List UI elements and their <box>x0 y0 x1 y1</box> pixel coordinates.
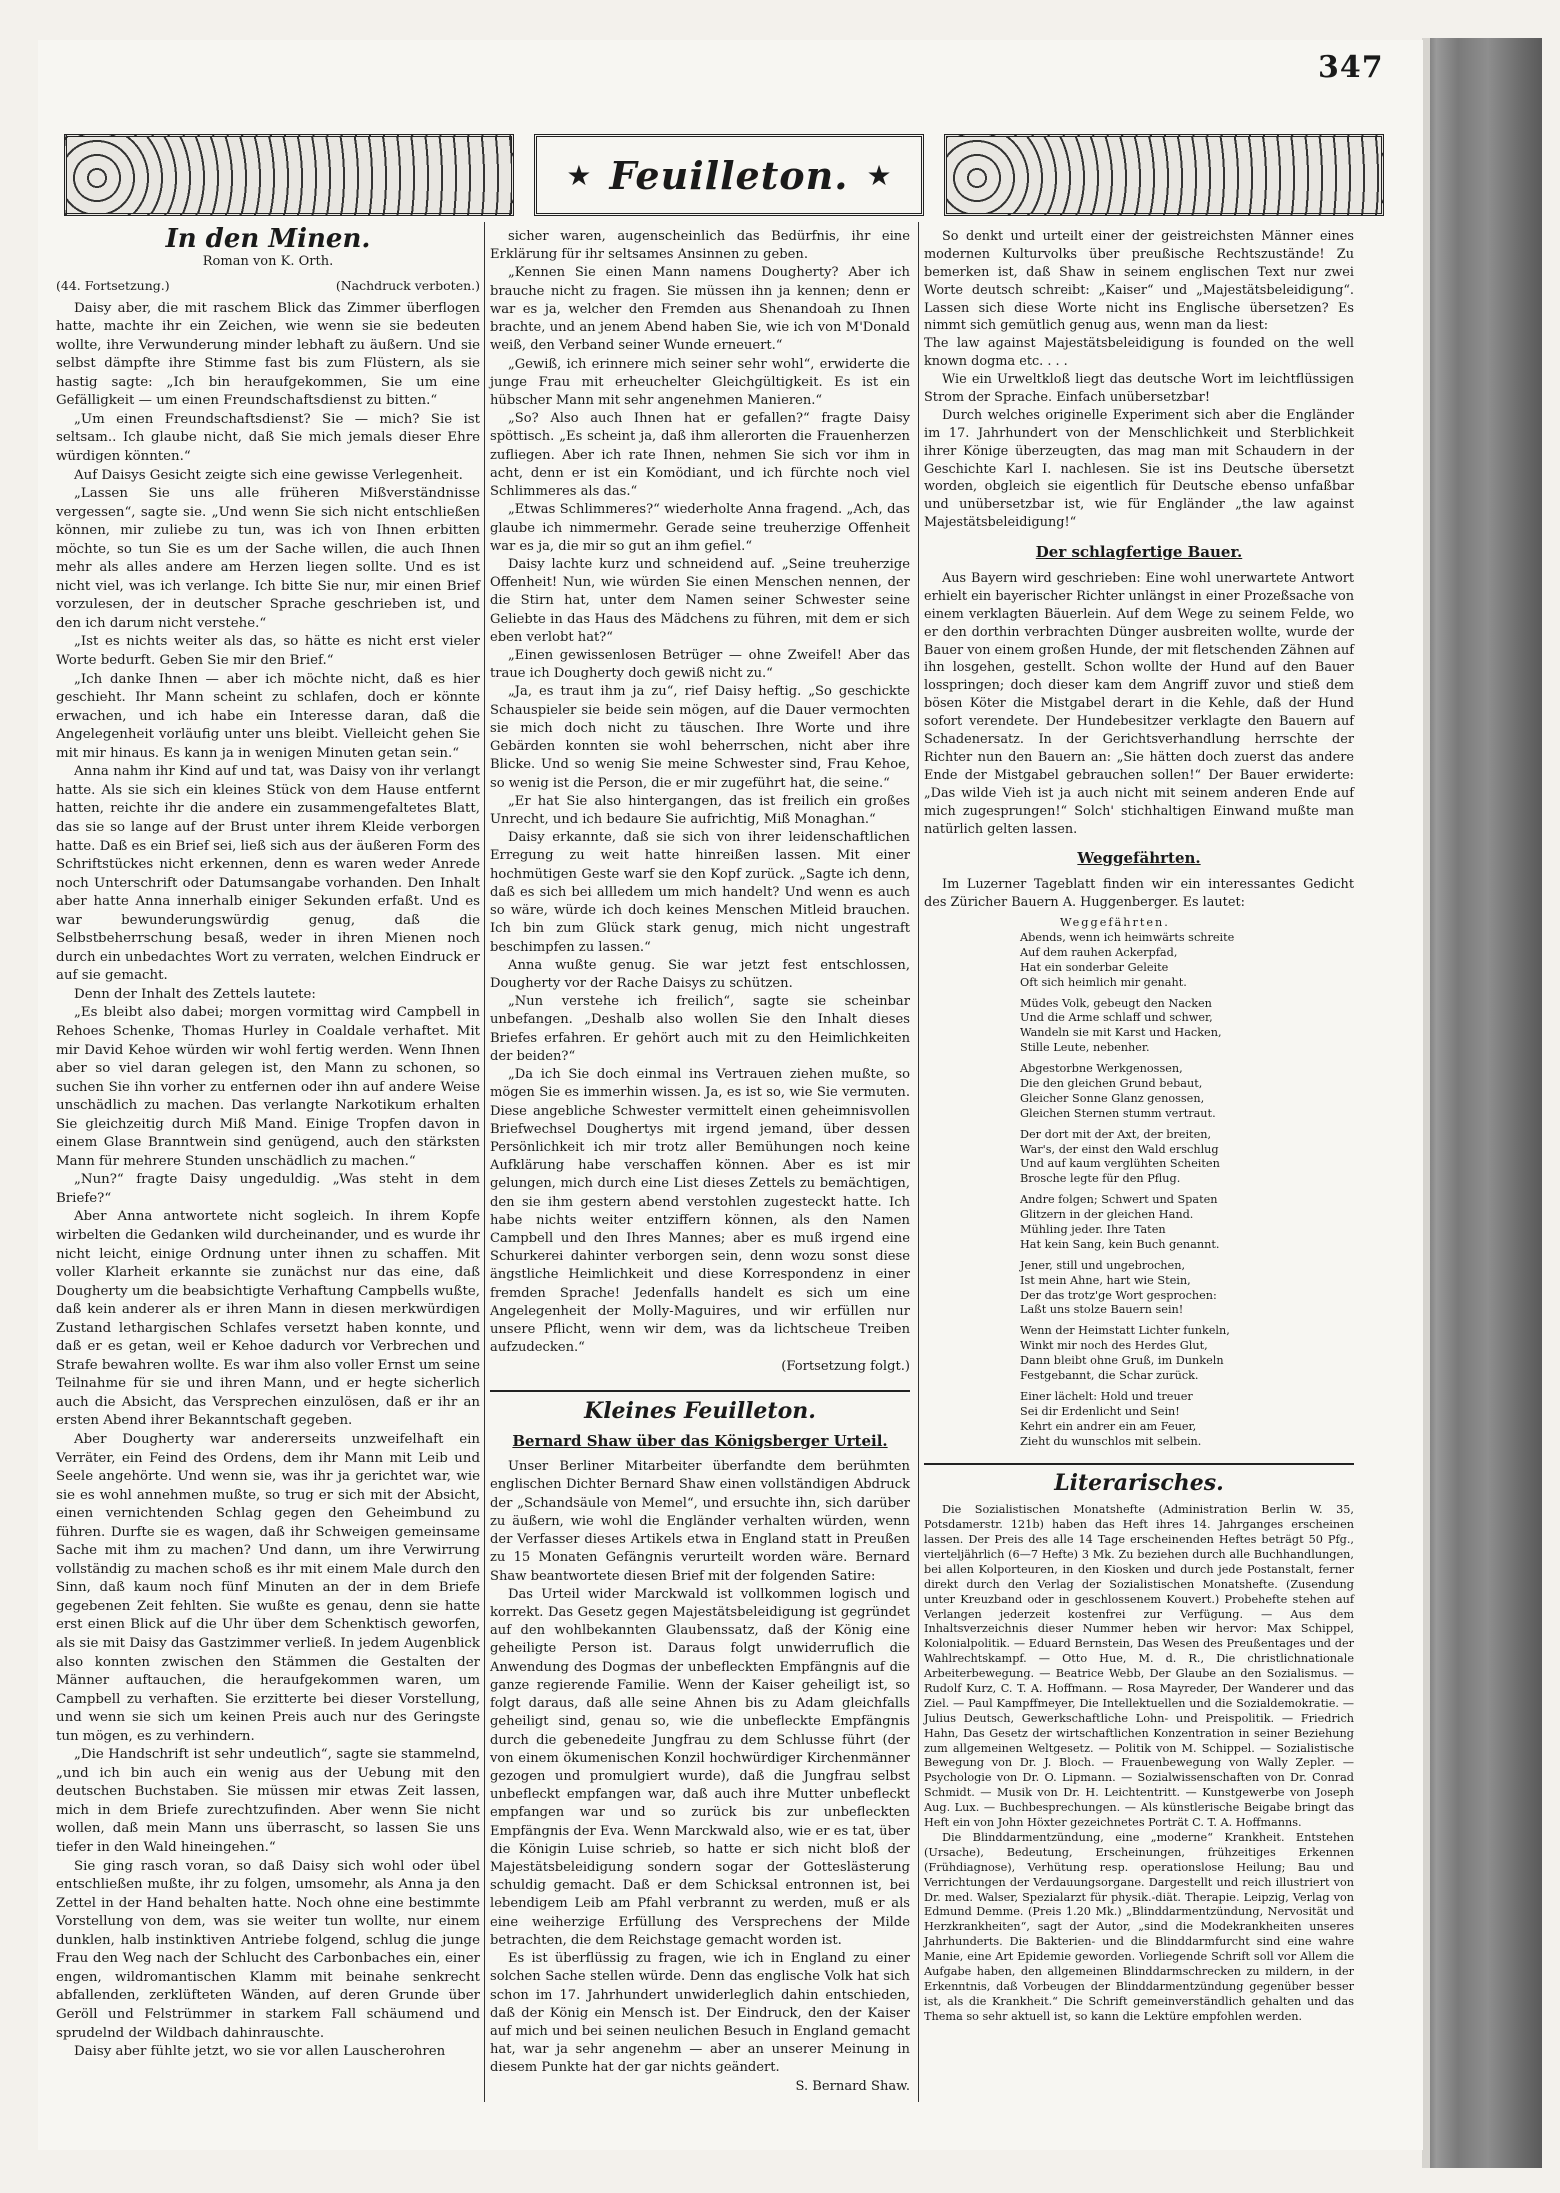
paragraph: Aber Anna antwortete nicht sogleich. In ihrem Kopfe wirbelten die Gedanken wild durcheinander, und es wurde ihr nicht leicht, einige Ordnung unter ihnen zu schaffen. Mit voller Klarheit erkannte sie zunächst nur das eine, daß Dougherty um die beabsichtigte Verhaftung Campbells wußte, daß kein anderer als er ihren Mann in diesen merkwürdigen Zustand lethargischen Schlafes versetzt haben konnte, und daß er es getan, weil er Kehoe dadurch vor Verbrechen und Strafe bewahren wollte. Es war ihm also voller Ernst um seine Teilnahme für sie und ihren Mann, und er hegte sicherlich auch die Absicht, das Versprechen einzulösen, daß er ihr an ersten Abend ihrer Bekanntschaft gegeben. <box>56 1209 480 1429</box>
poem-line: Laßt uns stolze Bauern sein! <box>1020 1303 1184 1317</box>
paragraph: „Die Handschrift ist sehr undeutlich“, sagte sie stammelnd, „und ich bin auch ein wenig aus der Uebung mit den deutschen Buchstaben. Sie müssen mir etwas Zeit lassen, mich in dem Briefe zurechtzufinden. Aber wenn Sie nicht wollen, daß mein Mann uns überrascht, so lassen Sie uns tiefer in den Wald hineingehen.“ <box>56 1747 480 1856</box>
paragraph: „Ich danke Ihnen — aber ich möchte nicht, daß es hier geschieht. Ihr Mann scheint zu schlafen, doch er könnte erwachen, und ich habe ein Interesse daran, daß die Angelegenheit vorläufig unter uns bleibt. Vielleicht gehen Sie mit mir hinaus. Es kann ja in wenigen Minuten getan sein.“ <box>56 671 480 761</box>
poem-line: Der das trotz'ge Wort gesprochen: <box>1020 1288 1217 1302</box>
poem-line: Gleicher Sonne Glanz genossen, <box>1020 1091 1205 1105</box>
paragraph: Die Blinddarmentzündung, eine „moderne“ Krankheit. Entstehen (Ursache), Bedeutung, Erscheinungen, frühzeitiges Erkennen (Frühdiagnose), Verhütung resp. operationslose Heilung; Bau und Verrichtungen der Verdauungsorgane. Dargestellt und reich illustriert von Dr. med. Walser, Spezialarzt für physik.-diät. Therapie. Leipzig, Verlag von Edmund Demme. (Preis 1.20 Mk.) „Blinddarmentzündung, Nervosität und Herzkrankheiten“, sagt der Autor, „sind die Modekrankheiten unseres Jahrhunderts. Die Bakterien- und die Blinddarmfurcht sind eine wahre Manie, eine Art Epidemie geworden. Vorliegende Schrift soll vor Allem die Aufgabe haben, den allgemeinen Blinddarmschrecken zu mildern, in der Erkenntnis, daß Vorbeugen der Blinddarmentzündung gegenüber besser ist, als die Krankheit.“ Die Schrift gemeinverständlich gehalten und das Thema so sehr aktuell ist, so kann die Lektüre empfohlen werden. <box>924 1830 1354 2023</box>
weggefaehrten-heading: Weggefährten. <box>1077 849 1201 868</box>
literarisches-text <box>924 1503 1354 2024</box>
paragraph: „Ist es nichts weiter als das, so hätte es nicht erst vieler Worte bedurft. Geben Sie mir den Brief.“ <box>56 634 480 669</box>
poem-stanza <box>1020 1259 1354 1319</box>
poem-line: Kehrt ein andrer ein am Feuer, <box>1020 1419 1197 1433</box>
literarisches-heading: Literarisches. <box>924 1463 1354 1493</box>
weggefaehrten-intro: Im Luzerner Tageblatt finden wir ein interessantes Gedicht des Züricher Bauern A. Huggenberger. Es lautet: <box>924 877 1354 911</box>
paragraph: Daisy aber, die mit raschem Blick das Zimmer überflogen hatte, machte ihr ein Zeichen, wie wenn sie sie bedeuten wollte, ihre Verwunderung minder lebhaft zu äußern. Und sie selbst dämpfte ihre Stimme fast bis zum Flüstern, als sie hastig sagte: „Ich bin heraufgekommen, Sie um eine Gefälligkeit — um einen Freundschaftsdienst zu bitten.“ <box>56 300 480 409</box>
paragraph: Daisy erkannte, daß sie sich von ihrer leidenschaftlichen Erregung zu weit hatte hinreißen lassen. Mit einer hochmütigen Geste warf sie den Kopf zurück. „Sagte ich denn, daß es sich bei allledem um mich handelt? Und wenn es auch so wäre, würde ich doch keines Menschen Mitleid brauchen. Ich bin zum Glück stark genug, mich nicht ungestraft beschimpfen zu lassen.“ <box>490 830 910 955</box>
paragraph: „Da ich Sie doch einmal ins Vertrauen ziehen mußte, so mögen Sie es immerhin wissen. Ja, es ist so, wie Sie vermuten. Diese angebliche Schwester vermittelt einen geheimnisvollen Briefwechsel Doughertys mit irgend jemand, über dessen Persönlichkeit ich mir trotz aller Bemühungen noch keine Aufklärung habe verschaffen können. Aber es ist mir gelungen, mich durch eine List dieses Zettels zu bemächtigen, den sie ihm gestern abend verstohlen zugesteckt hatte. Ich habe nichts weiter entziffern können, als den Namen Campbell und den Ihres Mannes; aber es muß irgend eine Schurkerei dahinter verborgen sein, denn wozu sonst diese ängstliche Heimlichkeit und diese Korrespondenz in einer fremden Sprache! Jedenfalls handelt es sich um eine Angelegenheit der Molly-Maguires, und wir erfüllen nur unsere Pflicht, wenn wir dem, was da lichtscheue Treiben aufzudecken.“ <box>490 1067 910 1356</box>
poem-line: Gleichen Sternen stumm vertraut. <box>1020 1106 1216 1120</box>
story-subline <box>56 277 480 296</box>
paragraph: „Ja, es traut ihm ja zu“, rief Daisy heftig. „So geschickte Schauspieler sie beide sein mögen, auf die Dauer vermochten sie mich doch nicht zu täuschen. Ihre Worte und ihre Gebärden konnten sie wohl beherrschen, nicht aber ihre Blicke. Und so wenig Sie meine Schwester sind, Frau Kehoe, so wenig ist die Person, die er mir zugeführt hat, die seine.“ <box>490 684 910 791</box>
poem-line: War's, der einst den Wald erschlug <box>1020 1142 1219 1156</box>
poem-title: Weggefährten. <box>1060 916 1170 930</box>
paragraph: „So? Also auch Ihnen hat er gefallen?“ fragte Daisy spöttisch. „Es scheint ja, daß ihm allerorten die Frauenherzen zufliegen. Aber ich rate Ihnen, nehmen Sie sich vor ihm in acht, denn er ist ein Komödiant, und ich fürchte noch viel Schlimmeres als das.“ <box>490 411 910 500</box>
column-3 <box>924 228 1354 2025</box>
paragraph: Anna wußte genug. Sie war jetzt fest entschlossen, Dougherty vor der Rache Daisys zu schützen. <box>490 957 910 991</box>
paragraph: Denn der Inhalt des Zettels lautete: <box>74 986 316 1002</box>
column-rule <box>918 222 919 2102</box>
paragraph: „Nun verstehe ich freilich“, sagte sie scheinbar unbefangen. „Deshalb also wollen Sie den Inhalt dieses Briefes erfahren. Er gehört auch mit zu den Heimlichkeiten der beiden?“ <box>490 994 910 1064</box>
shaw-text <box>490 1458 910 2077</box>
column-rule <box>484 222 485 2102</box>
paragraph: „Gewiß, ich erinnere mich seiner sehr wohl“, erwiderte die junge Frau mit erheuchelter Gleichgültigkeit. Es ist ein hübscher Mann mit sehr angenehmen Manieren.“ <box>490 356 910 408</box>
poem-line: Hat ein sonderbar Geleite <box>1020 960 1169 974</box>
poem-stanza <box>1020 1324 1354 1384</box>
paragraph: Daisy aber fühlte jetzt, wo sie vor allen Lauscherohren <box>74 2044 446 2060</box>
poem-line: Und auf kaum verglühten Scheiten <box>1020 1157 1220 1171</box>
poem-line: Müdes Volk, gebeugt den Nacken <box>1020 996 1212 1010</box>
paragraph: Die Sozialistischen Monatshefte (Administration Berlin W. 35, Potsdamerstr. 121b) haben das Heft ihres 14. Jahrganges erscheinen lassen. Der Preis des alle 14 Tage erscheinenden Heftes beträgt 50 Pfg., vierteljährlich (6—7 Hefte) 3 Mk. Zu beziehen durch alle Buchhandlungen, bei allen Kolporteuren, in den Kiosken und durch jede Postanstalt, ferner direkt durch den Verlag der Sozialistischen Monatshefte. (Zusendung unter Kreuzband oder in geschlossenem Kouvert.) Probehefte stehen auf Verlangen jederzeit kostenfrei zur Verfügung. — Aus dem Inhaltsverzeichnis dieser Nummer heben wir hervor: Max Schippel, Kolonialpolitik. — Eduard Bernstein, Das Wesen des Preußentages und der Wahlrechtskampf. — Otto Hue, M. d. R., Die christlichnationale Arbeiterbewegung. — Beatrice Webb, Der Glaube an den Sozialismus. — Rudolf Kurz, C. T. A. Hoffmann. — Rosa Mayreder, Der Wanderer und das Ziel. — Paul Kampffmeyer, Die Intellektuellen und die Sozialdemokratie. — Julius Deutsch, Gewerkschaftliche Lohn- und Preispolitik. — Friedrich Hahn, Das Gesetz der wirtschaftlichen Konzentration in seiner Beziehung zum allgemeinen Weltgesetz. — Politik von M. Schippel. — Sozialistische Bewegung von Dr. J. Bloch. — Frauenbewegung von Wally Zepler. — Psychologie von Dr. O. Lipmann. — Sozialwissenschaften von Dr. Conrad Schmidt. — Musik von Dr. H. Leichtentritt. — Kunstgewerbe von Joseph Aug. Lux. — Buchbesprechungen. — Als künstlerische Beigabe bringt das Heft ein von John Höxter gezeichnetes Porträt C. T. A. Hoffmanns. <box>924 1503 1354 1830</box>
ornament-right <box>944 134 1384 216</box>
paragraph: Es ist überflüssig zu fragen, wie ich in England zu einer solchen Sache stellen würde. Denn das englische Volk hat sich schon im 17. Jahrhundert unwiderleglich dahin entschieden, daß der König ein Mensch ist. Der Eindruck, den der Kaiser auf mich und bei seinen neulichen Besuch in England gemacht hat, war ja sehr angenehm — aber an unserer Meinung in diesem Punkte hat der gar nichts geändert. <box>490 1951 910 2076</box>
paragraph: Sie ging rasch voran, so daß Daisy sich wohl oder übel entschließen mußte, ihr zu folgen, umsomehr, als Anna ja den Zettel in der Hand behalten hatte. Noch ohne eine bestimmte Vorstellung von dem, was sie weiter tun wollte, nur einem dunklen, halb instinktiven Antriebe folgend, schlug die junge Frau den Weg nach der Schlucht des Carbonbaches ein, einer engen, wildromantischen Klamm mit beinahe senkrecht abfallenden, zerklüfteten Wänden, auf deren Grunde über Geröll und Felstrümmer in starkem Fall schäumend und sprudelnd der Wildbach dahinrauschte. <box>56 1858 480 2041</box>
english-quote: The law against Majestätsbeleidigung is founded on the well known dogma etc. . . . <box>924 336 1354 370</box>
reprint-notice: (Nachdruck verboten.) <box>335 278 480 294</box>
paragraph: So denkt und urteilt einer der geistreichsten Männer eines modernen Kulturvolks über preußische Rechtszustände! Zu bemerken ist, daß Shaw in seinem englischen Text nur zwei Worte deutsch schreibt: „Kaiser“ und „Majestätsbeleidigung“. Lassen sich diese Worte nicht ins Englische übersetzen? Es nimmt sich gemütlich genug aus, wenn man da liest: <box>924 229 1354 334</box>
paragraph: „Er hat Sie also hintergangen, das ist freilich ein großes Unrecht, und ich bedaure Sie aufrichtig, Miß Monaghan.“ <box>490 793 910 827</box>
ornament-left <box>64 134 514 216</box>
poem-line: Der dort mit der Axt, der breiten, <box>1020 1127 1212 1141</box>
poem-line: Die den gleichen Grund bebaut, <box>1020 1076 1203 1090</box>
paragraph: „Lassen Sie uns alle früheren Mißverständnisse vergessen“, sagte sie. „Und wenn Sie sich nicht entschließen können, mir zuliebe zu tun, was ich von Ihnen erbitten möchte, so tun Sie es um der Sache willen, die auch Ihnen mehr als alles andere am Herzen liegen sollte. Und es ist nicht viel, was ich verlange. Ich bitte Sie nur, mir einen Brief vorzulesen, der in deutscher Sprache geschrieben ist, und den ich darum nicht verstehe.“ <box>56 486 480 631</box>
paragraph: Durch welches originelle Experiment sich aber die Engländer im 17. Jahrhundert von der Menschlichkeit und Sterblichkeit ihrer Könige überzeugten, das mag man mit Schaudern in der Geschichte Karl I. nachlesen. Sie ist ins Deutsche übersetzt worden, obgleich sie eigentlich für Deutsche ebenso unfaßbar und unübersetzbar ist, wie für Engländer „the law against Majestätsbeleidigung!“ <box>924 407 1354 531</box>
book-binding <box>1422 38 1542 2168</box>
poem-stanza <box>1020 1193 1354 1253</box>
poem-line: Jener, still und ungebrochen, <box>1020 1258 1186 1272</box>
bauer-heading: Der schlagfertige Bauer. <box>1035 543 1243 562</box>
poem-line: Und die Arme schlaff und schwer, <box>1020 1011 1213 1025</box>
poem-line: Sei dir Erdenlicht und Sein! <box>1020 1404 1180 1418</box>
poem-stanza <box>1020 931 1354 991</box>
paragraph: sicher waren, augenscheinlich das Bedürfnis, ihr eine Erklärung für ihr seltsames Ansinnen zu geben. <box>490 229 910 263</box>
poem-line: Winkt mir noch des Herdes Glut, <box>1020 1339 1208 1353</box>
poem-stanza <box>1020 1128 1354 1188</box>
commentary-text-2 <box>924 371 1354 532</box>
story-byline: Roman von K. Orth. <box>202 253 334 269</box>
poem-line: Brosche legte für den Pflug. <box>1020 1172 1181 1186</box>
paragraph: Unser Berliner Mitarbeiter überfandte dem berühmten englischen Dichter Bernard Shaw einen vollständigen Abdruck der „Schandsäule von Memel“, und ersuchte ihn, sich darüber zu äußern, wie wohl die Engländer verhalten würden, wenn der Verfasser dieses Artikels etwa in England statt in Preußen zu 15 Monaten Gefängnis verurteilt worden wäre. Bernard Shaw beantwortete diesen Brief mit der folgenden Satire: <box>490 1459 910 1584</box>
poem-line: Wandeln sie mit Karst und Hacken, <box>1020 1026 1222 1040</box>
paragraph: Wie ein Urweltkloß liegt das deutsche Wort im leichtflüssigen Strom der Sprache. Einfach unübersetzbar! <box>924 372 1354 406</box>
column-2 <box>490 228 910 2096</box>
poem-line: Mühling jeder. Ihre Taten <box>1020 1222 1166 1236</box>
paragraph: „Einen gewissenlosen Betrüger — ohne Zweifel! Aber das traue ich Dougherty doch gewiß nicht zu.“ <box>490 648 910 682</box>
installment-note: (44. Fortsetzung.) <box>56 278 170 294</box>
paragraph: Aus Bayern wird geschrieben: Eine wohl unerwartete Antwort erhielt ein bayerischer Richter unlängst in einer Prozeßsache von einem verklagten Bäuerlein. Auf dem Wege zu seinem Felde, wo er den dorthin verbrachten Dünger ausbreiten wollte, wurde der Bauer von einem großen Hunde, der mit fletschenden Zähnen auf ihn losgehen, gestellt. Schon wollte der Hund auf den Bauer losspringen; doch dieser kam dem Angriff zuvor und stieß dem bösen Köter die Mistgabel derart in die Kehle, daß der Hund sofort verendete. Der Hundebesitzer verklagte den Bauern auf Schadenersatz. In der Gerichtsverhandlung herrschte der Richter nun den Bauern an: „Sie hätten doch zuerst das andere Ende der Mistgabel gebrauchen sollen!“ Der Bauer erwiderte: „Das wilde Vieh ist ja auch nicht mit seinem anderen Ende auf mich zugesprungen!“ Solch' stichhaltigen Einwand mußte man natürlich gelten lassen. <box>924 571 1354 837</box>
page-number: 347 <box>1318 50 1384 85</box>
column-1 <box>56 224 480 2062</box>
banner-title: Feuilleton. <box>609 152 849 198</box>
poem-line: Abgestorbne Werkgenossen, <box>1020 1062 1183 1076</box>
paragraph: „Um einen Freundschaftsdienst? Sie — mich? Sie ist seltsam.. Ich glaube nicht, daß Sie mich jemals dieser Ehre würdigen könnten.“ <box>56 411 480 465</box>
bauer-text <box>924 570 1354 838</box>
feuilleton-banner <box>64 134 1384 216</box>
banner-title-box <box>534 134 924 216</box>
story-text-continued <box>490 228 910 1358</box>
paragraph: „Nun?“ fragte Daisy ungeduldig. „Was steht in dem Briefe?“ <box>56 1172 480 1206</box>
paragraph: „Kennen Sie einen Mann namens Dougherty? Aber ich brauche nicht zu fragen. Sie müssen ihn ja kennen; denn er war es ja, welcher den Fremden aus Shenandoah zu Ihnen brachte, und an jenem Abend haben Sie, wie ich von M'Donald weiß, den Verband seiner Wunde erneuert.“ <box>490 265 910 354</box>
continued-note: (Fortsetzung folgt.) <box>781 1358 910 1374</box>
poem-line: Einer lächelt: Hold und treuer <box>1020 1389 1193 1403</box>
commentary-text <box>924 228 1354 335</box>
story-title: In den Minen. <box>165 224 371 254</box>
paragraph: „Etwas Schlimmeres?“ wiederholte Anna fragend. „Ach, das glaube ich nimmermehr. Gerade seine treuherzige Offenheit war es ja, die mir so gut an ihm gefiel.“ <box>490 502 910 554</box>
paragraph: Auf Daisys Gesicht zeigte sich eine gewisse Verlegenheit. <box>74 467 463 483</box>
poem-line: Auf dem rauhen Ackerpfad, <box>1020 945 1178 959</box>
poem-line: Dann bleibt ohne Gruß, im Dunkeln <box>1020 1354 1224 1368</box>
paragraph: „Es bleibt also dabei; morgen vormittag wird Campbell in Rehoes Schenke, Thomas Hurley in Coaldale verhaftet. Mit mir David Kehoe würden wir wohl fertig werden. Wenn Ihnen aber so viel daran gelegen ist, den Mann zu schonen, so suchen Sie ihn vorher zu entfernen oder ihn auf andere Weise unschädlich zu machen. Das verlangte Narkotikum erhalten Sie gleichzeitig durch Miß Mand. Einige Tropfen davon in einem Glase Branntwein sind genügend, auch den stärksten Mann für mehrere Stunden unschädlich zu machen.“ <box>56 1005 480 1169</box>
poem-stanza <box>1020 997 1354 1057</box>
poem-line: Andre folgen; Schwert und Spaten <box>1020 1193 1218 1207</box>
paragraph: Das Urteil wider Marckwald ist vollkommen logisch und korrekt. Das Gesetz gegen Majestätsbeleidigung ist gegründet auf den wohlbekannten Glaubenssatz, daß der König eine geheiligte Person ist. Daraus folgt unwiderruflich die Anwendung des Dogmas der unbefleckten Empfängnis auf die ganze regierende Familie. Wenn der Kaiser geheiligt ist, so folgt daraus, daß alle seine Ahnen bis zu Adam gleichfalls geheiligt sind, genau so, wie die unbefleckte Empfängnis durch die gebenedeite Jungfrau zu dem Schlusse führt (der von einem ökumenischen Konzil hochwürdiger Kirchenmänner gezogen und promulgiert wurde), daß die Jungfrau selbst unbefleckt empfangen war, daß auch ihre Mutter unbefleckt empfangen war und so zurück bis zur unbefleckten Empfängnis der Eva. Wenn Marckwald also, wie er es tat, über die Königin Luise schrieb, so hatte er sich nicht bloß der Majestätsbeleidigung sondern sogar der Gotteslästerung schuldig gemacht. Daß er dem Schicksal entronnen ist, bei lebendigem Leib am Pfahl verbrannt zu werden, muß er als eine weiherzige Erfüllung des Versprechens der Milde betrachten, die dem Reichstage gemacht worden ist. <box>490 1586 910 1948</box>
poem <box>1020 916 1354 1449</box>
kleines-feuilleton-heading: Kleines Feuilleton. <box>490 1390 910 1420</box>
poem-stanza <box>1020 1062 1354 1122</box>
poem-line: Hat kein Sang, kein Buch genannt. <box>1020 1237 1220 1251</box>
star-icon: ★ <box>866 158 892 192</box>
poem-line: Zieht du wunschlos mit selbein. <box>1020 1434 1202 1448</box>
poem-stanza <box>1020 1390 1354 1450</box>
poem-line: Stille Leute, nebenher. <box>1020 1041 1150 1055</box>
shaw-heading: Bernard Shaw über das Königsberger Urteil. <box>512 1432 888 1450</box>
poem-line: Abends, wenn ich heimwärts schreite <box>1020 930 1235 944</box>
paragraph: Daisy lachte kurz und schneidend auf. „Seine treuherzige Offenheit! Nun, wie würden Sie einen Menschen nennen, der die Stirn hat, unter dem Namen seiner Schwester seine Geliebte in das Haus des Mädchens zu führen, mit dem er sich eben verlobt hat?“ <box>490 556 910 645</box>
poem-line: Glitzern in der gleichen Hand. <box>1020 1208 1194 1222</box>
shaw-signature: S. Bernard Shaw. <box>795 2078 910 2094</box>
poem-line: Ist mein Ahne, hart wie Stein, <box>1020 1273 1191 1287</box>
poem-line: Wenn der Heimstatt Lichter funkeln, <box>1020 1324 1230 1338</box>
paragraph: Aber Dougherty war andererseits unzweifelhaft ein Verräter, ein Feind des Ordens, dem ihr Mann mit Leib und Seele angehörte. Und wenn sie, was ihr ja gerichtet war, wie sie es wohl annehmen mußte, so trug er sich mit der Absicht, einen vernichtenden Schlag gegen den Geheimbund zu führen. Durfte sie es wagen, daß ihr Schweigen gemeinsame Sache mit ihm zu machen? Und dann, um ihre Verwirrung vollständig zu machen schoß es ihr mit einem Male durch den Sinn, daß kaum noch fünf Minuten an der in dem Briefe gegebenen Zeit fehlten. Sie wußte es genau, denn sie hatte erst einen Blick auf die Uhr über dem Schenktisch geworfen, als sie mit Daisy das Gastzimmer verließ. In jedem Augenblick also konnten zwischen den Stämmen die Gestalten der Männer auftauchen, die heraufgekommen waren, um Campbell zu verhaften. Sie erzitterte bei dieser Vorstellung, und wenn sie sich um keinen Preis auch nur des Geringste tun mögen, es zu verhindern. <box>56 1432 480 1744</box>
star-icon: ★ <box>566 158 592 192</box>
poem-line: Oft sich heimlich mir genaht. <box>1020 975 1187 989</box>
story-text <box>56 300 480 2062</box>
poem-line: Festgebannt, die Schar zurück. <box>1020 1369 1199 1382</box>
paragraph: Anna nahm ihr Kind auf und tat, was Daisy von ihr verlangt hatte. Als sie sich ein kleines Stück von dem Hause entfernt hatten, reichte ihr die andere ein zusammengefaltetes Blatt, das sie so lange auf der Brust unter ihrem Kleide verborgen hatte. Daß es ein Brief sei, ließ sich aus der äußeren Form des Schriftstückes nicht erkennen, denn es waren weder Anrede noch Unterschrift oder Datumsangabe vorhanden. Den Inhalt aber hatte Anna innerhalb einiger Sekunden erfaßt. Und es war bewunderungswürdig genug, daß die Selbstbeherrschung besaß, weder in ihren Mienen noch durch ein unbedachtes Wort zu verraten, welchen Eindruck er auf sie gemacht. <box>56 764 480 984</box>
